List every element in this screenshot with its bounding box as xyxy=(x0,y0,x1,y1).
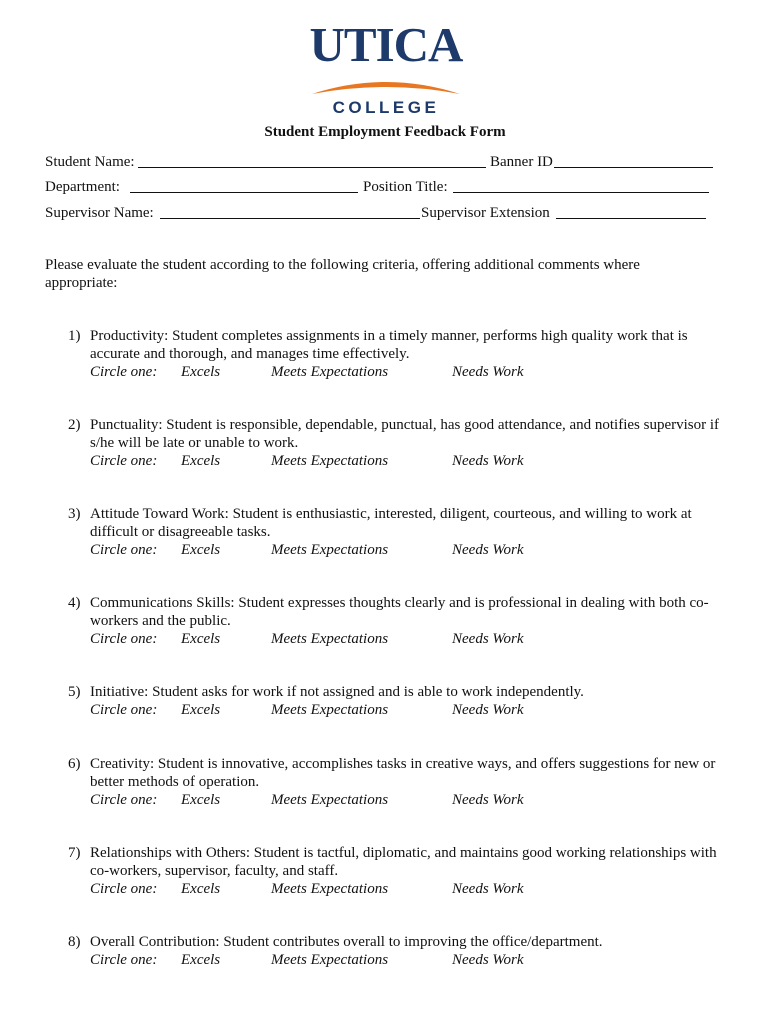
rating-needs-work[interactable]: Needs Work xyxy=(452,702,524,718)
position-title-field[interactable] xyxy=(453,192,709,193)
rating-needs-work[interactable]: Needs Work xyxy=(452,453,524,469)
supervisor-extension-label: Supervisor Extension xyxy=(421,205,550,221)
department-label: Department: xyxy=(45,179,120,195)
rating-needs-work[interactable]: Needs Work xyxy=(452,881,524,897)
rating-meets-expectations[interactable]: Meets Expectations xyxy=(271,364,389,380)
criterion-number: 5) xyxy=(68,684,81,700)
criterion-number: 3) xyxy=(68,506,81,522)
criterion-text: Communications Skills: Student expresses thoughts clearly and is professional in dealing with both co-workers and the public. xyxy=(90,595,709,629)
position-title-label: Position Title: xyxy=(363,179,448,195)
rating-row xyxy=(90,541,730,559)
student-name-field[interactable] xyxy=(138,167,486,168)
rating-excels[interactable]: Excels xyxy=(181,792,221,808)
rating-needs-work[interactable]: Needs Work xyxy=(452,952,524,968)
criterion-number: 6) xyxy=(68,756,81,772)
criterion-text: Creativity: Student is innovative, accomplishes tasks in creative ways, and offers suggestions for new or better methods of operation. xyxy=(90,756,716,790)
rating-row xyxy=(90,630,730,648)
circle-one-label: Circle one: xyxy=(90,453,158,469)
rating-row xyxy=(90,880,730,898)
rating-row xyxy=(90,452,730,470)
utica-college-logo xyxy=(300,17,472,117)
student-name-label: Student Name: xyxy=(45,154,135,170)
criterion-text: Productivity: Student completes assignments in a timely manner, performs high quality work that is accurate and thorough, and manages time effectively. xyxy=(90,328,688,362)
rating-needs-work[interactable]: Needs Work xyxy=(452,364,524,380)
criterion-text: Overall Contribution: Student contributes overall to improving the office/department. xyxy=(90,934,603,950)
rating-meets-expectations[interactable]: Meets Expectations xyxy=(271,702,389,718)
circle-one-label: Circle one: xyxy=(90,364,158,380)
department-field[interactable] xyxy=(130,192,358,193)
circle-one-label: Circle one: xyxy=(90,702,158,718)
rating-row xyxy=(90,791,730,809)
logo-wordmark-utica: UTICA xyxy=(309,17,463,72)
criterion-number: 2) xyxy=(68,417,81,433)
criterion-text: Attitude Toward Work: Student is enthusiastic, interested, diligent, courteous, and willing to work at difficult or disagreeable tasks. xyxy=(90,506,692,540)
form-title: Student Employment Feedback Form xyxy=(264,124,506,140)
rating-meets-expectations[interactable]: Meets Expectations xyxy=(271,792,389,808)
criterion-number: 8) xyxy=(68,934,81,950)
banner-id-field[interactable] xyxy=(554,167,713,168)
criterion-number: 4) xyxy=(68,595,81,611)
criterion-text: Relationships with Others: Student is tactful, diplomatic, and maintains good working relationships with co-workers, supervisor, faculty, and staff. xyxy=(90,845,717,879)
rating-excels[interactable]: Excels xyxy=(181,542,221,558)
rating-excels[interactable]: Excels xyxy=(181,364,221,380)
rating-excels[interactable]: Excels xyxy=(181,453,221,469)
logo-wordmark-college: COLLEGE xyxy=(332,98,440,117)
rating-meets-expectations[interactable]: Meets Expectations xyxy=(271,453,389,469)
supervisor-name-label: Supervisor Name: xyxy=(45,205,154,221)
circle-one-label: Circle one: xyxy=(90,792,158,808)
rating-needs-work[interactable]: Needs Work xyxy=(452,792,524,808)
banner-id-label: Banner ID xyxy=(490,154,553,170)
circle-one-label: Circle one: xyxy=(90,542,158,558)
logo-swoosh-icon xyxy=(310,66,462,96)
criterion-text: Punctuality: Student is responsible, dependable, punctual, has good attendance, and notifies supervisor if s/he will be late or unable to work. xyxy=(90,417,720,451)
rating-row xyxy=(90,363,730,381)
rating-needs-work[interactable]: Needs Work xyxy=(452,631,524,647)
rating-meets-expectations[interactable]: Meets Expectations xyxy=(271,881,389,897)
rating-meets-expectations[interactable]: Meets Expectations xyxy=(271,952,389,968)
instructions-text: Please evaluate the student according to the following criteria, offering additional comments where appropriate: xyxy=(45,257,640,291)
criterion-number: 1) xyxy=(68,328,81,344)
supervisor-name-field[interactable] xyxy=(160,218,420,219)
rating-excels[interactable]: Excels xyxy=(181,631,221,647)
rating-needs-work[interactable]: Needs Work xyxy=(452,542,524,558)
supervisor-extension-field[interactable] xyxy=(556,218,706,219)
rating-excels[interactable]: Excels xyxy=(181,702,221,718)
rating-meets-expectations[interactable]: Meets Expectations xyxy=(271,631,389,647)
circle-one-label: Circle one: xyxy=(90,952,158,968)
circle-one-label: Circle one: xyxy=(90,631,158,647)
rating-row xyxy=(90,951,730,969)
criterion-text: Initiative: Student asks for work if not assigned and is able to work independently. xyxy=(90,684,584,700)
criterion-number: 7) xyxy=(68,845,81,861)
rating-excels[interactable]: Excels xyxy=(181,881,221,897)
rating-meets-expectations[interactable]: Meets Expectations xyxy=(271,542,389,558)
rating-row xyxy=(90,701,730,719)
rating-excels[interactable]: Excels xyxy=(181,952,221,968)
circle-one-label: Circle one: xyxy=(90,881,158,897)
